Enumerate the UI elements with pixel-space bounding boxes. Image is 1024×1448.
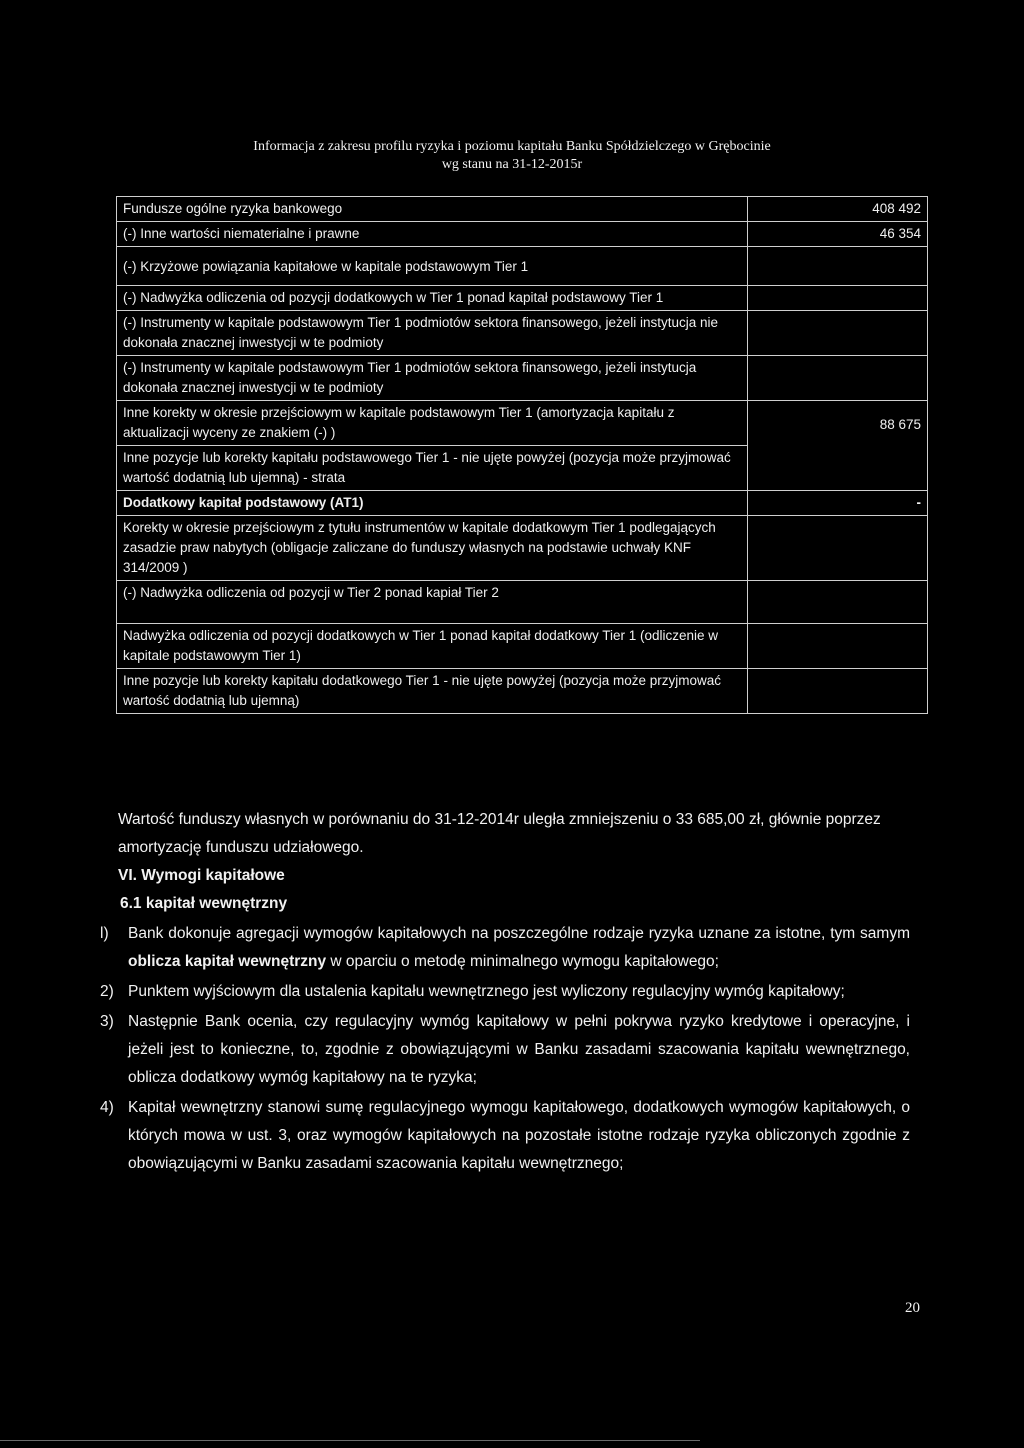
table-row xyxy=(117,401,928,446)
row-value xyxy=(747,311,927,356)
row-value: - xyxy=(747,491,927,516)
row-label: Inne pozycje lub korekty kapitału podstawowego Tier 1 - nie ujęte powyżej (pozycja może przyjmować wartość dodatnią lub ujemną) - strata xyxy=(117,446,748,491)
row-value xyxy=(747,669,927,714)
section-heading: VI. Wymogi kapitałowe xyxy=(118,867,285,884)
requirements-list xyxy=(100,920,910,1178)
table-row xyxy=(117,222,928,247)
table-row xyxy=(117,197,928,222)
row-label: (-) Instrumenty w kapitale podstawowym Tier 1 podmiotów sektora finansowego, jeżeli instytucja nie dokonała znacznej inwestycji w te podmioty xyxy=(117,311,748,356)
row-value: 408 492 xyxy=(747,197,927,222)
list-number: l) xyxy=(100,925,109,942)
list-number: 2) xyxy=(100,983,114,1000)
table-row xyxy=(117,286,928,311)
list-number: 3) xyxy=(100,1013,114,1030)
table-row xyxy=(117,356,928,401)
item-bold-text: oblicza kapitał wewnętrzny xyxy=(128,953,327,970)
row-value: 46 354 xyxy=(747,222,927,247)
row-label: (-) Instrumenty w kapitale podstawowym Tier 1 podmiotów sektora finansowego, jeżeli instytucja dokonała znacznej inwestycji w te podmioty xyxy=(117,356,748,401)
row-value xyxy=(747,624,927,669)
item-text: Następnie Bank ocenia, czy regulacyjny wymóg kapitałowy w pełni pokrywa ryzyko kredytowe i operacyjne, i jeżeli jest to konieczne, to, zgodnie z obowiązującymi w Banku zasadami szacowania kapitału wewnętrznego, oblicza dodatkowy wymóg kapitałowy na te ryzyka; xyxy=(128,1013,910,1086)
table-row xyxy=(117,624,928,669)
table-row xyxy=(117,311,928,356)
list-item xyxy=(100,978,910,1006)
row-label: Fundusze ogólne ryzyka bankowego xyxy=(117,197,748,222)
header-title: Informacja z zakresu profilu ryzyka i poziomu kapitału Banku Spółdzielczego w Grębocinie xyxy=(253,139,771,154)
row-label: (-) Inne wartości niematerialne i prawne xyxy=(117,222,748,247)
item-text-end: w oparciu o metodę minimalnego wymogu kapitałowego; xyxy=(326,953,719,970)
table-row xyxy=(117,669,928,714)
table-row xyxy=(117,581,928,624)
table-row xyxy=(117,491,928,516)
document-header xyxy=(0,138,1024,174)
page-number: 20 xyxy=(905,1300,920,1316)
item-text: Bank dokonuje agregacji wymogów kapitałowych na poszczególne rodzaje ryzyka uznane za istotne, tym samym xyxy=(128,925,910,942)
row-label: Dodatkowy kapitał podstawowy (AT1) xyxy=(117,491,748,516)
row-value xyxy=(747,516,927,581)
row-label: Inne korekty w okresie przejściowym w kapitale podstawowym Tier 1 (amortyzacja kapitału z aktualizacji wyceny ze znakiem (-) ) xyxy=(117,401,748,446)
body-text xyxy=(100,806,910,1180)
summary-paragraph: Wartość funduszy własnych w porównaniu do 31-12-2014r uległa zmniejszeniu o 33 685,00 zł, głównie poprzez amortyzację funduszu udziałowego. xyxy=(118,811,881,856)
list-item xyxy=(100,1094,910,1178)
capital-table xyxy=(116,196,928,714)
row-label: (-) Nadwyżka odliczenia od pozycji w Tier 2 ponad kapiał Tier 2 xyxy=(117,581,748,624)
list-item xyxy=(100,920,910,976)
page-bottom-rule xyxy=(0,1440,700,1441)
row-value xyxy=(747,286,927,311)
list-number: 4) xyxy=(100,1099,114,1116)
table-row xyxy=(117,247,928,286)
item-text: Punktem wyjściowym dla ustalenia kapitału wewnętrznego jest wyliczony regulacyjny wymóg kapitałowy; xyxy=(128,983,845,1000)
row-label: Inne pozycje lub korekty kapitału dodatkowego Tier 1 - nie ujęte powyżej (pozycja może przyjmować wartość dodatnią lub ujemną) xyxy=(117,669,748,714)
header-date: wg stanu na 31-12-2015r xyxy=(441,157,583,172)
subsection-heading: 6.1 kapitał wewnętrzny xyxy=(120,895,288,912)
table-row xyxy=(117,516,928,581)
row-label: Korekty w okresie przejściowym z tytułu instrumentów w kapitale dodatkowym Tier 1 podlegających zasadzie praw nabytych (obligacje zaliczane do funduszy własnych na podstawie uchwały KNF 314/2009 ) xyxy=(117,516,748,581)
row-value xyxy=(747,356,927,401)
row-value xyxy=(747,247,927,286)
row-value: 88 675 xyxy=(747,401,927,491)
row-label: (-) Krzyżowe powiązania kapitałowe w kapitale podstawowym Tier 1 xyxy=(117,247,748,286)
list-item xyxy=(100,1008,910,1092)
item-text: Kapitał wewnętrzny stanowi sumę regulacyjnego wymogu kapitałowego, dodatkowych wymogów kapitałowych, o których mowa w ust. 3, oraz wymogów kapitałowych na pozostałe istotne rodzaje ryzyka obliczonych zgodnie z obowiązującymi w Banku zasadami szacowania kapitału wewnętrznego; xyxy=(128,1099,910,1172)
row-value xyxy=(747,581,927,624)
row-label: (-) Nadwyżka odliczenia od pozycji dodatkowych w Tier 1 ponad kapitał podstawowy Tier 1 xyxy=(117,286,748,311)
row-label: Nadwyżka odliczenia od pozycji dodatkowych w Tier 1 ponad kapitał dodatkowy Tier 1 (odliczenie w kapitale podstawowym Tier 1) xyxy=(117,624,748,669)
